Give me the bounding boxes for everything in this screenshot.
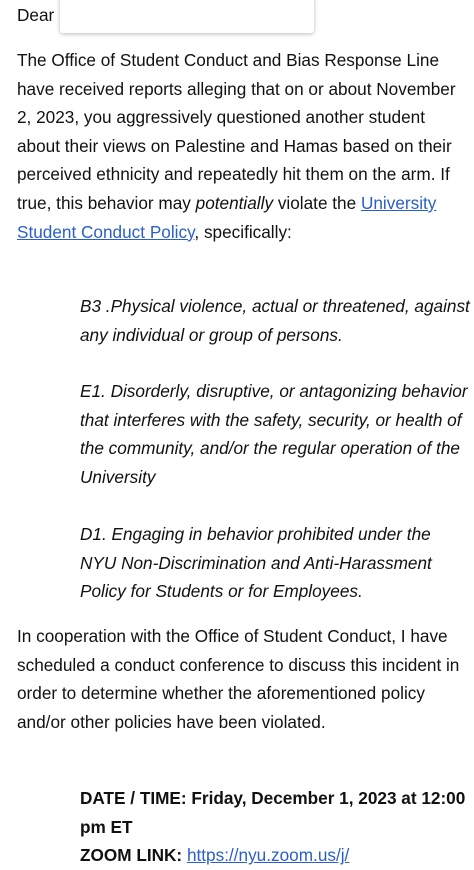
intro-text: The Office of Student Conduct and Bias Response Line have received reports alleging that on or about November 2, 2023, you aggressively questioned another student about their views on Palestine and Hamas based on their perceived ethnicity and repeatedly hit them on the arm. If true, this behavior may xyxy=(17,50,456,213)
intro-paragraph xyxy=(17,46,469,246)
zoom-line xyxy=(80,841,470,870)
conference-details xyxy=(80,784,470,870)
zoom-link[interactable]: https://nyu.zoom.us/j/ xyxy=(186,845,350,866)
intro-text-2: violate the xyxy=(273,192,361,213)
policy-e1: E1. Disorderly, disruptive, or antagonizing behavior that interferes with the safety, security, or health of the community, and/or the regular operation of the University xyxy=(80,381,468,487)
date-time-line xyxy=(80,784,470,841)
conference-paragraph: In cooperation with the Office of Student Conduct, I have scheduled a conduct conference to discuss this incident in order to determine whether the aforementioned policy and/or other policies have been violated. xyxy=(17,626,460,732)
intro-text-end: , specifically: xyxy=(194,221,292,242)
redacted-name-box xyxy=(60,0,314,33)
zoom-label: ZOOM LINK: xyxy=(80,845,183,866)
policy-b3: B3 .Physical violence, actual or threatened, against any individual or group of persons. xyxy=(80,296,470,345)
date-label: DATE / TIME: xyxy=(80,788,187,808)
conduct-policy-link[interactable]: University Student Conduct Policy xyxy=(17,192,437,242)
intro-emphasis: potentially xyxy=(195,192,274,213)
date-value: Friday, December 1, 2023 at 12:00 pm ET xyxy=(80,788,466,837)
salutation: Dear xyxy=(17,4,55,25)
policy-d1: D1. Engaging in behavior prohibited under the NYU Non-Discrimination and Anti-Harassment Policy for Students or for Employees. xyxy=(80,524,432,602)
